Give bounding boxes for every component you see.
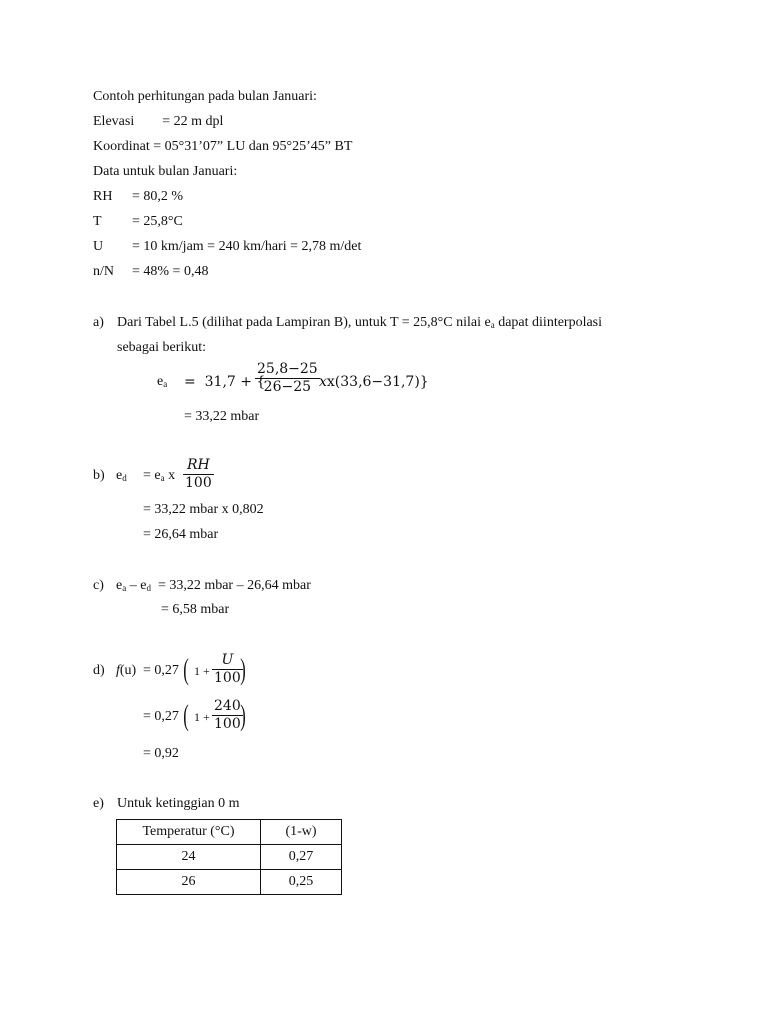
page-title: Contoh perhitungan pada bulan Januari: [93,89,317,104]
table-row [117,845,342,870]
data-label-nn: n/N [93,264,114,279]
data-title: Data untuk bulan Januari: [93,164,238,179]
coordinate-line: Koordinat = 05°31’07” LU dan 95°25’45” BT [93,139,353,154]
data-value-t: = 25,8°C [132,214,183,229]
step-d-left-paren-1: ( [183,653,189,686]
step-a-eq-lhs: $e_a$ [157,374,168,389]
step-a-fraction [255,362,320,395]
step-d-lhs: f(u) [116,663,137,678]
table-header-temperature: Temperatur (°C) [117,820,261,845]
step-b-eq1: = $e_a$ x [143,468,176,483]
step-d-eq2: = 0,27 [143,709,179,724]
step-d-fraction-2-denominator: 100 [214,716,241,732]
data-value-nn: = 48% = 0,48 [132,264,209,279]
step-a-eq-mid: = 31,7 + { [184,374,266,390]
data-value-u: = 10 km/jam = 240 km/hari = 2,78 m/det [132,239,362,254]
step-b-fraction [183,458,214,491]
step-a-fraction-numerator: 25,8−25 [257,361,318,377]
step-a-result: = 33,22 mbar [184,409,260,424]
data-label-t: T [93,214,102,229]
step-d-right-paren-2: ) [240,699,246,732]
data-value-rh: = 80,2 % [132,189,184,204]
step-d-one-plus-2: 1 + [194,710,210,724]
table-cell-temperature: 24 [117,845,261,870]
step-a-text-line2: sebagai berikut: [117,340,207,355]
step-b-line2: = 33,22 mbar x 0,802 [143,502,264,517]
step-d-fraction-1-denominator: 100 [214,670,241,686]
step-d-result: = 0,92 [143,746,179,761]
table-cell-1-w: 0,25 [261,870,342,895]
table-cell-temperature: 26 [117,870,261,895]
step-a-eq-tail: xx(33,6−31,7)} [319,374,429,390]
table-header-row [117,820,342,845]
step-d-right-paren-1: ) [240,653,246,686]
step-a-fraction-denominator: 26−25 [263,379,312,395]
step-d-fraction-1 [212,653,243,686]
step-c-result: = 6,58 mbar [161,602,230,617]
step-d-fraction-2 [212,699,243,732]
step-b-fraction-denominator: 100 [185,475,212,491]
step-d-eq1: = 0,27 [143,663,179,678]
step-e-marker: e) [93,796,104,811]
step-b-fraction-numerator: RH [183,458,214,475]
step-a-eq-tail-text: x(33,6−31,7)} [326,374,429,390]
step-e-text: Untuk ketinggian 0 m [117,796,240,811]
interpolation-table [116,819,342,895]
table-header-1-w: (1-w) [261,820,342,845]
elevation-line: Elevasi = 22 m dpl [93,114,224,129]
step-c-equation: $e_a - e_d = 33,22$ mbar – 26,64 mbar [116,578,311,593]
step-c-marker: c) [93,578,104,593]
step-a-marker: a) [93,315,104,330]
step-d-fraction-2-numerator: 240 [214,698,241,714]
step-b-line3: = 26,64 mbar [143,527,219,542]
step-d-fraction-1-numerator: U [212,653,243,670]
step-d-marker: d) [93,663,105,678]
step-d-one-plus-1: 1 + [194,664,210,678]
data-label-u: U [93,239,104,254]
step-a-text: Dari Tabel L.5 (dilihat pada Lampiran B), untuk T = 25,8°C nilai $e_a$ dapat diinterpolasi [117,315,603,330]
step-b-marker: b) [93,468,105,483]
data-label-rh: RH [93,189,113,204]
step-d-left-paren-2: ( [183,699,189,732]
step-b-lhs: $e_d$ [116,468,127,483]
table-cell-1-w: 0,27 [261,845,342,870]
table-row [117,870,342,895]
